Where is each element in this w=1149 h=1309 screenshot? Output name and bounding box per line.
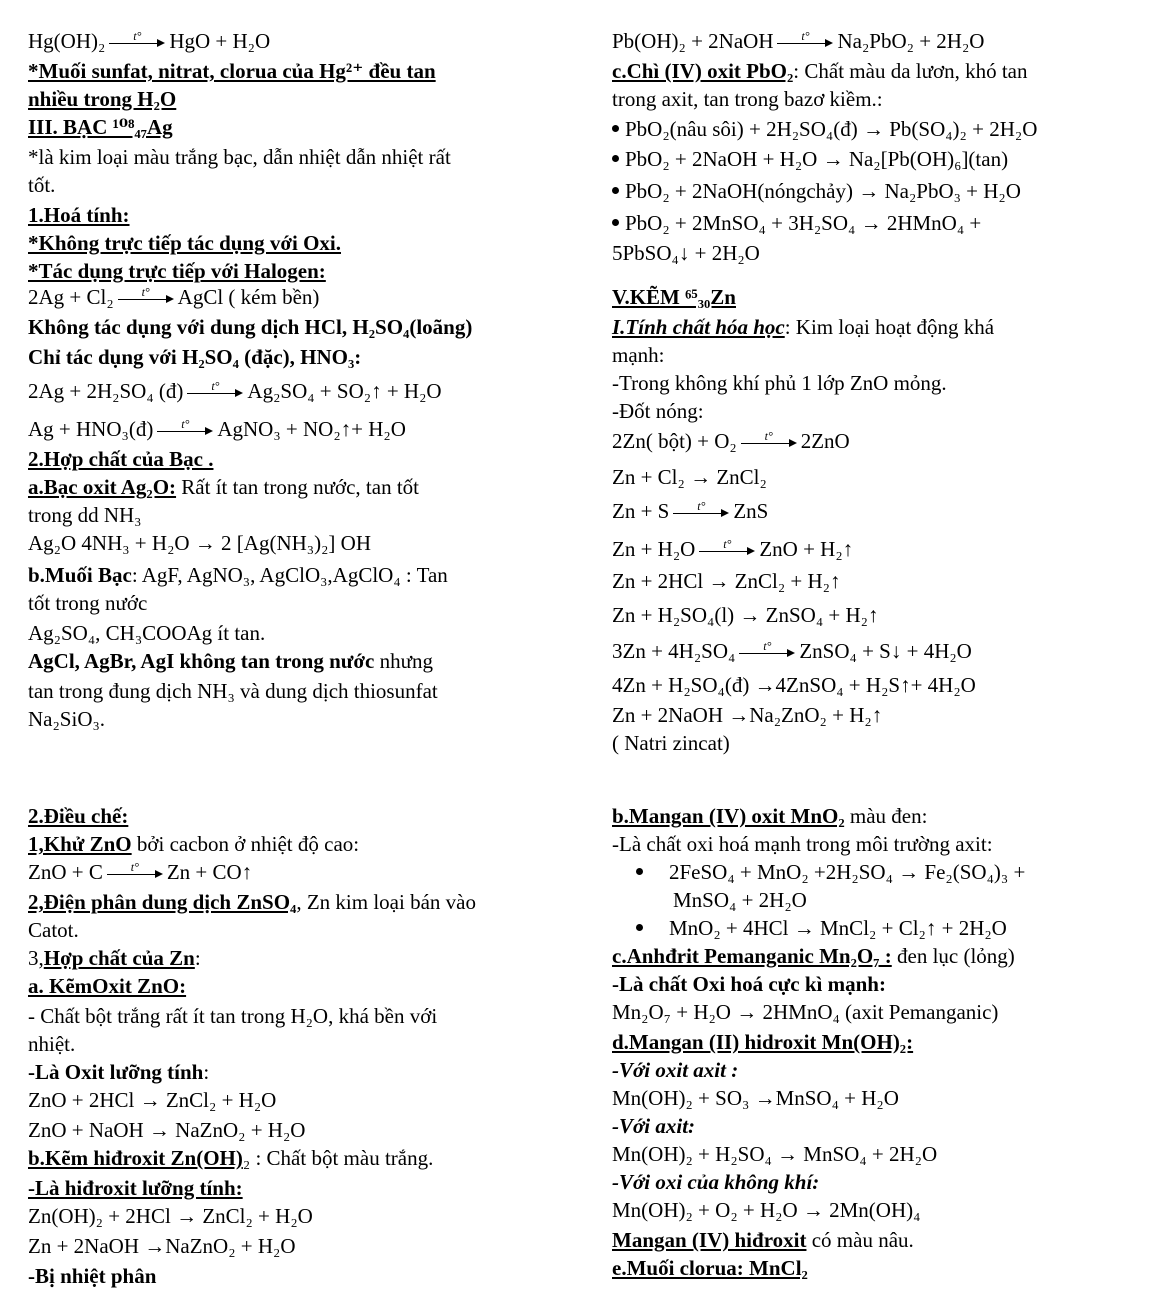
text-line [612,831,993,857]
heat-arrow-icon [673,499,729,520]
text-segment: , Zn kim loại bán vào [296,890,476,914]
text-segment: Hợp chất của Zn [43,946,195,970]
heading-line [28,230,341,256]
text-line [28,562,448,588]
text-segment: -Với oxit axit : [612,1058,739,1082]
text-segment: Zn + Cl₂ → ZnCl₂ [612,465,767,489]
text-segment: màu đen: [844,804,928,828]
heat-arrow-icon [739,639,795,660]
text-segment: -Trong không khí phủ 1 lớp ZnO mỏng. [612,371,947,395]
text-line [612,730,730,756]
products: ZnS [733,499,769,523]
equation-line [28,416,406,442]
text-segment: b.Kẽm hiđroxit Zn(OH) [28,1146,243,1170]
text-segment: Rất ít tan trong nước, tan tốt [176,475,419,499]
text-segment: Mn(OH)₂ + O₂ + H₂O → 2Mn(OH)₄ [612,1198,921,1222]
heading-line [28,973,186,999]
text-line [28,706,105,732]
arrow-label: t° [723,537,732,551]
arrow-label: t° [211,379,220,393]
text-segment: ₂ : Chất bột màu trắng. [242,1146,434,1170]
text-line [612,999,998,1025]
arrow-label: t° [697,499,706,513]
text-line [28,1233,296,1259]
products: 2ZnO [800,429,850,453]
text-segment: ZnO + NaOH → NaZnO₂ + H₂O [28,1118,306,1142]
bullet-icon [612,187,619,194]
text-segment: : Chất màu da lươn, khó tan [793,59,1028,83]
equation-line [612,28,984,54]
text-segment: Zn + 2NaOH →NaZnO₂ + H₂O [28,1234,296,1258]
arrow-label: t° [133,29,142,43]
bullet-text: 2FeSO₄ + MnO₂ +2H₂SO₄ → Fe₂(SO₄)₃ + [669,860,1026,884]
heading-line [28,258,326,284]
text-segment: -Với axit: [612,1114,696,1138]
heading-line [612,971,886,997]
text-segment: *Không trực tiếp tác dụng với Oxi. [28,231,341,255]
reactants: 2Ag + 2H₂SO₄ (đ) [28,379,184,403]
text-segment: 1,Khử ZnO [28,832,132,856]
text-line [28,917,79,943]
reactants: Hg(OH)₂ [28,29,106,53]
heading-line [612,1029,913,1055]
arrow-label: t° [130,860,139,874]
products: Zn + CO↑ [166,860,253,884]
heat-arrow-icon [157,417,213,438]
bullet-line [612,178,1021,204]
text-segment: I.Tính chất hóa học [612,315,785,339]
heat-arrow-icon [699,537,755,558]
products: ZnO + H₂↑ [759,537,854,561]
reactants: Pb(OH)₂ + 2NaOH [612,29,774,53]
reactants: ZnO + C [28,860,103,884]
text-segment: nhưng [374,649,433,673]
reactants: Zn + H₂O [612,537,696,561]
text-line [28,889,476,915]
heat-arrow-icon [741,429,797,450]
text-segment: 2.Hợp chất của Bạc . [28,447,214,471]
text-segment: Zn + 2NaOH →Na₂ZnO₂ + H₂↑ [612,703,883,727]
text-segment: Ag₂SO₄, CH₃COOAg ít tan. [28,621,266,645]
text-segment: -Đốt nóng: [612,399,704,423]
text-segment: AgCl, AgBr, AgI không tan trong nước [28,649,375,673]
text-line [612,672,976,698]
text-segment: Mn(OH)₂ + H₂SO₄ → MnSO₄ + 2H₂O [612,1142,938,1166]
heading-line [28,1263,156,1289]
text-segment: tốt trong nước [28,591,148,615]
text-line [28,831,359,857]
text-line [612,602,878,628]
heading-line [28,114,173,140]
text-segment: Mn(OH)₂ + SO₃ →MnSO₄ + H₂O [612,1086,899,1110]
text-segment: Mn₂O₇ + H₂O → 2HMnO₄ (axit Pemanganic) [612,1000,999,1024]
heading-line [28,803,128,829]
text-segment: -Với oxi của không khí: [612,1170,820,1194]
heat-arrow-icon [109,29,165,50]
bullet-line [612,915,1007,941]
text-segment: III. BẠC ¹⁰⁸₄₇Ag [28,115,173,139]
text-segment: Zn(OH)₂ + 2HCl → ZnCl₂ + H₂O [28,1204,313,1228]
bullet-icon [636,924,643,931]
text-segment: 4Zn + H₂SO₄(đ) →4ZnSO₄ + H₂S↑+ 4H₂O [612,673,976,697]
reactants: 3Zn + 4H₂SO₄ [612,639,736,663]
text-segment: 3, [28,946,44,970]
text-segment: -Là Oxit lưỡng tính [28,1060,204,1084]
text-segment: a.Bạc oxit Ag₂O: [28,475,177,499]
products: Na₂PbO₂ + 2H₂O [837,29,985,53]
text-segment: a. KẽmOxit ZnO: [28,974,187,998]
arrow-label: t° [763,639,772,653]
text-segment: - Chất bột trắng rất ít tan trong H₂O, khá bền với [28,1004,438,1028]
text-segment: bởi cacbon ở nhiệt độ cao: [131,832,360,856]
text-line [28,1031,75,1057]
heat-arrow-icon [187,379,243,400]
text-segment: d.Mangan (II) hidroxit Mn(OH)₂: [612,1030,914,1054]
text-line [28,1059,209,1085]
text-segment: ( Natri zincat) [612,731,730,755]
text-segment: đen lục (lỏng) [891,944,1015,968]
bullet-icon [636,868,643,875]
bullet-line [612,210,981,236]
bullet-icon [612,219,619,226]
text-segment: Zn + 2HCl → ZnCl₂ + H₂↑ [612,569,841,593]
text-segment: b.Mangan (IV) oxit MnO₂ [612,804,845,828]
text-segment: : [194,946,201,970]
text-line [612,702,882,728]
bullet-icon [612,155,619,162]
bullet-line [612,146,1008,172]
text-segment: có màu nâu. [806,1228,914,1252]
text-segment: mạnh: [612,343,665,367]
text-line [28,945,201,971]
text-segment: MnSO₄ + 2H₂O [673,888,807,912]
text-line [28,172,55,198]
equation-line [28,859,252,885]
bullet-line [612,859,1025,885]
text-line [612,1141,937,1167]
reactants: 2Zn( bột) + O₂ [612,429,737,453]
reactants: Ag + HNO₃(đ) [28,417,154,441]
heading-line [612,1169,819,1195]
bullet-text: MnO₂ + 4HCl → MnCl₂ + Cl₂↑ + 2H₂O [669,916,1007,940]
text-segment: V.KẼM ⁶⁵₃₀Zn [612,285,736,309]
text-segment: *Tác dụng trực tiếp với Halogen: [28,259,326,283]
arrow-label: t° [801,29,810,43]
text-segment: Ag₂O 4NH₃ + H₂O → 2 [Ag(NH₃)₂] OH [28,531,371,555]
text-segment: 5PbSO₄↓ + 2H₂O [612,241,760,265]
text-line [612,86,883,112]
text-line [612,58,1028,84]
equation-line [612,498,768,524]
products: HgO + H₂O [169,29,271,53]
heading-line [28,344,361,370]
heading-line [612,1113,695,1139]
equation-line [612,638,972,664]
text-segment: *Muối sunfat, nitrat, clorua của Hg²⁺ đều tan [28,59,436,83]
heading-line [612,1255,808,1281]
text-line [612,568,841,594]
text-segment: 2,Điện phân dung dịch ZnSO₄ [28,890,297,914]
text-segment: trong axit, tan trong bazơ kiềm.: [612,87,883,111]
bullet-text: PbO₂ + 2NaOH(nóngchảy) → Na₂PbO₃ + H₂O [625,179,1021,203]
bullet-line [612,116,1037,142]
text-segment: c.Anhđrit Pemanganic Mn₂O₇ : [612,944,892,968]
heading-line [28,446,213,472]
equation-line [612,428,850,454]
text-line [28,530,371,556]
heading-line [612,1057,738,1083]
text-segment: Na₂SiO₃. [28,707,106,731]
heat-arrow-icon [107,860,163,881]
bullet-text: PbO₂ + 2NaOH + H₂O → Na₂[Pb(OH)₆](tan) [625,147,1009,171]
heading-line [28,86,176,112]
text-line [612,370,947,396]
products: AgNO₃ + NO₂↑+ H₂O [217,417,406,441]
text-line [612,342,665,368]
text-segment: e.Muối clorua: MnCl₂ [612,1256,808,1280]
text-line [28,502,141,528]
text-line [612,1227,914,1253]
text-line [612,1197,920,1223]
text-line [28,474,419,500]
text-segment: Chỉ tác dụng với H₂SO₄ (đặc), HNO₃: [28,345,362,369]
text-line [673,887,807,913]
equation-line [28,28,270,54]
reactants: Zn + S [612,499,670,523]
text-line [612,240,760,266]
bullet-icon [612,125,619,132]
text-line [28,144,451,170]
text-line [612,464,767,490]
heat-arrow-icon [777,29,833,50]
text-segment: nhiệt. [28,1032,76,1056]
arrow-label: t° [141,285,150,299]
arrow-label: t° [764,429,773,443]
text-line [28,648,433,674]
text-segment: : Kim loại hoạt động khá [784,315,995,339]
text-segment: nhiều trong H₂O [28,87,177,111]
text-segment: ZnO + 2HCl → ZnCl₂ + H₂O [28,1088,277,1112]
text-segment: c.Chì (IV) oxit PbO₂ [612,59,794,83]
text-line [28,1145,433,1171]
text-line [28,1087,276,1113]
text-segment: trong dd NH₃ [28,503,142,527]
reactants: 2Ag + Cl₂ [28,285,114,309]
text-segment: : AgF, AgNO₃, AgClO₃,AgClO₄ : Tan [131,563,448,587]
text-line [28,1003,437,1029]
text-segment: b.Muối Bạc [28,563,132,587]
text-line [612,314,994,340]
text-segment: -Là hiđroxit lưỡng tính: [28,1176,243,1200]
text-line [28,1117,305,1143]
products: Ag₂SO₄ + SO₂↑ + H₂O [247,379,442,403]
products: ZnSO₄ + S↓ + 4H₂O [799,639,972,663]
heat-arrow-icon [118,285,174,306]
arrow-label: t° [181,417,190,431]
text-segment: *là kim loại màu trắng bạc, dẫn nhiệt dẫn nhiệt rất [28,145,451,169]
bullet-text: PbO₂ + 2MnSO₄ + 3H₂SO₄ → 2HMnO₄ + [625,211,982,235]
text-line [612,943,1015,969]
text-segment: Catot. [28,918,79,942]
text-segment: -Là chất Oxi hoá cực kì mạnh: [612,972,886,996]
text-line [28,620,265,646]
products: AgCl ( kém bền) [177,285,320,309]
text-line [28,678,438,704]
text-segment: Mangan (IV) hiđroxit [612,1228,807,1252]
text-segment: : [203,1060,210,1084]
heading-line [28,202,130,228]
text-segment: 2.Điều chế: [28,804,129,828]
equation-line [28,284,319,310]
text-line [612,803,927,829]
text-segment: Không tác dụng với dung dịch HCl, H₂SO₄(loãng) [28,315,473,339]
text-segment: tốt. [28,173,56,197]
heading-line [612,284,736,310]
text-segment: -Là chất oxi hoá mạnh trong môi trường axit: [612,832,993,856]
text-line [28,590,147,616]
text-line [612,398,704,424]
text-segment: tan trong đung dịch NH₃ và dung dịch thiosunfat [28,679,438,703]
text-segment: 1.Hoá tính: [28,203,130,227]
bullet-text: PbO₂(nâu sôi) + 2H₂SO₄(đ) → Pb(SO₄)₂ + 2H₂O [625,117,1038,141]
heading-line [28,58,436,84]
equation-line [612,536,853,562]
text-segment: Zn + H₂SO₄(l) → ZnSO₄ + H₂↑ [612,603,879,627]
heading-line [28,1175,243,1201]
text-line [612,1085,899,1111]
text-segment: -Bị nhiệt phân [28,1264,157,1288]
text-line [28,1203,313,1229]
equation-line [28,378,442,404]
heading-line [28,314,472,340]
